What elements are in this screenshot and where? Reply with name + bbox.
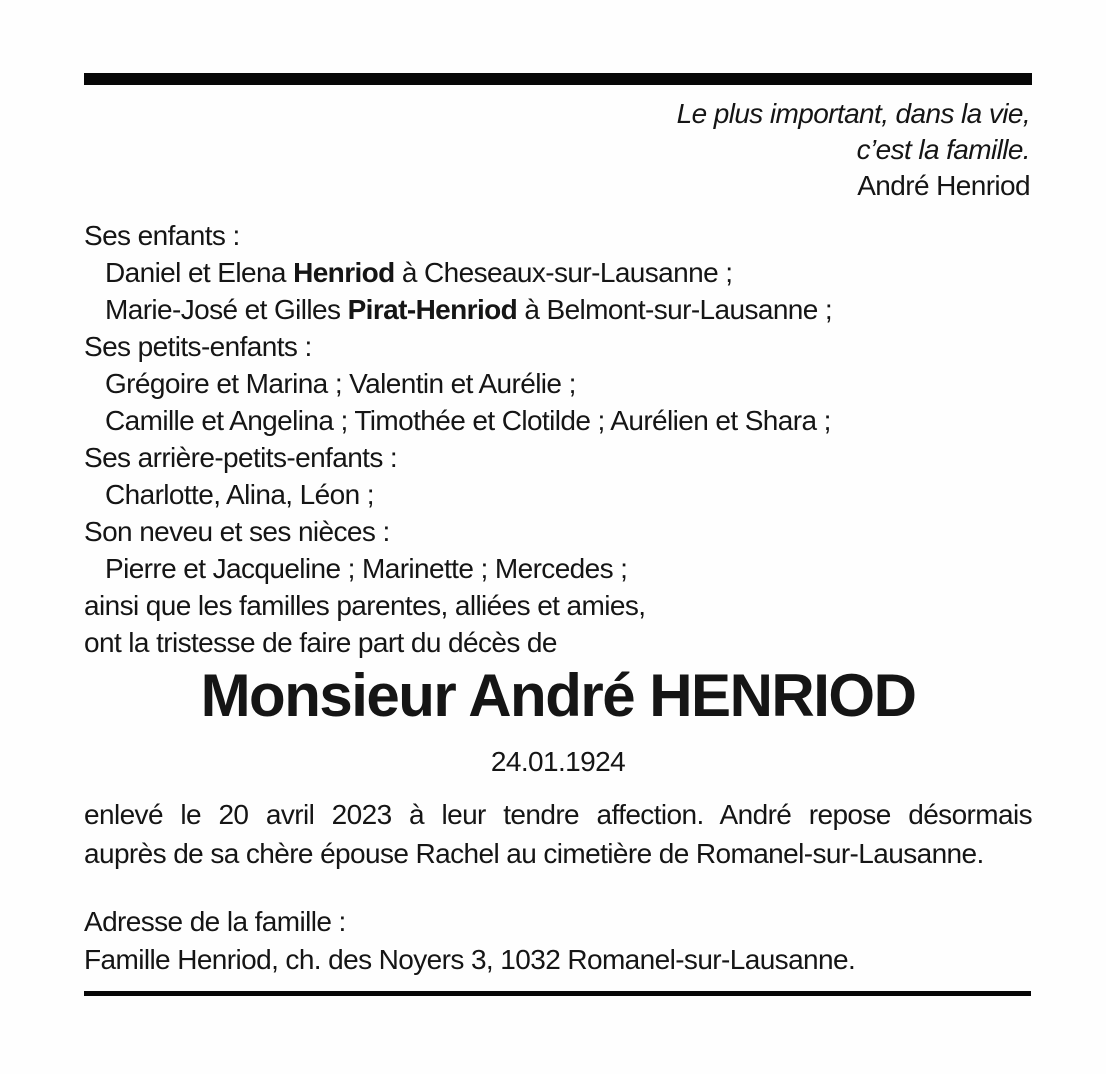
family-line	[84, 291, 1032, 328]
family-text: Ses arrière-petits-enfants :	[84, 442, 398, 473]
family-line	[84, 365, 1032, 402]
family-text: à Cheseaux-sur-Lausanne ;	[394, 257, 733, 288]
family-line	[84, 402, 1032, 439]
family-surname: Pirat-Henriod	[347, 294, 518, 325]
family-text: Marie-José et Gilles	[105, 294, 348, 325]
birth-date: 24.01.1924	[490, 746, 626, 777]
deceased-name: Monsieur André HENRIOD	[200, 662, 916, 729]
family-line	[84, 439, 1032, 476]
family-line	[84, 254, 1032, 291]
quote-line-2: c’est la famille.	[856, 134, 1030, 165]
bottom-rule	[84, 991, 1031, 996]
family-line	[84, 587, 1032, 624]
address-label: Adresse de la famille :	[84, 906, 346, 937]
family-text: ainsi que les familles parentes, alliées et amies,	[84, 590, 646, 621]
family-line	[84, 513, 1032, 550]
quote-block	[677, 96, 1030, 204]
family-surname: Henriod	[293, 257, 395, 288]
announcement-line-2: auprès de sa chère épouse Rachel au cimetière de Romanel-sur-Lausanne.	[84, 838, 984, 869]
quote-line-1: Le plus important, dans la vie,	[676, 98, 1030, 129]
family-text: Son neveu et ses nièces :	[84, 516, 390, 547]
announcement-line-1: enlevé le 20 avril 2023 à leur tendre affection. André repose désormais	[84, 799, 1032, 830]
family-text: Charlotte, Alina, Léon ;	[105, 479, 374, 510]
family-text: Ses petits-enfants :	[84, 331, 312, 362]
family-line	[84, 550, 1032, 587]
family-text: à Belmont-sur-Lausanne ;	[517, 294, 833, 325]
family-text: Pierre et Jacqueline ; Marinette ; Mercedes ;	[105, 553, 628, 584]
family-line	[84, 328, 1032, 365]
announcement-paragraph	[84, 795, 1032, 873]
address-value: Famille Henriod, ch. des Noyers 3, 1032 Romanel-sur-Lausanne.	[84, 944, 856, 975]
family-text: Camille et Angelina ; Timothée et Clotilde ; Aurélien et Shara ;	[105, 405, 831, 436]
family-text: Daniel et Elena	[105, 257, 294, 288]
family-text: Ses enfants :	[84, 220, 240, 251]
family-text: Grégoire et Marina ; Valentin et Aurélie ;	[105, 368, 576, 399]
family-line	[84, 624, 1032, 661]
quote-attribution: André Henriod	[857, 170, 1030, 201]
family-line	[84, 476, 1032, 513]
address-block	[84, 903, 1032, 979]
family-list	[84, 217, 1032, 661]
top-rule	[84, 73, 1032, 85]
family-line	[84, 217, 1032, 254]
family-text: ont la tristesse de faire part du décès de	[84, 627, 557, 658]
